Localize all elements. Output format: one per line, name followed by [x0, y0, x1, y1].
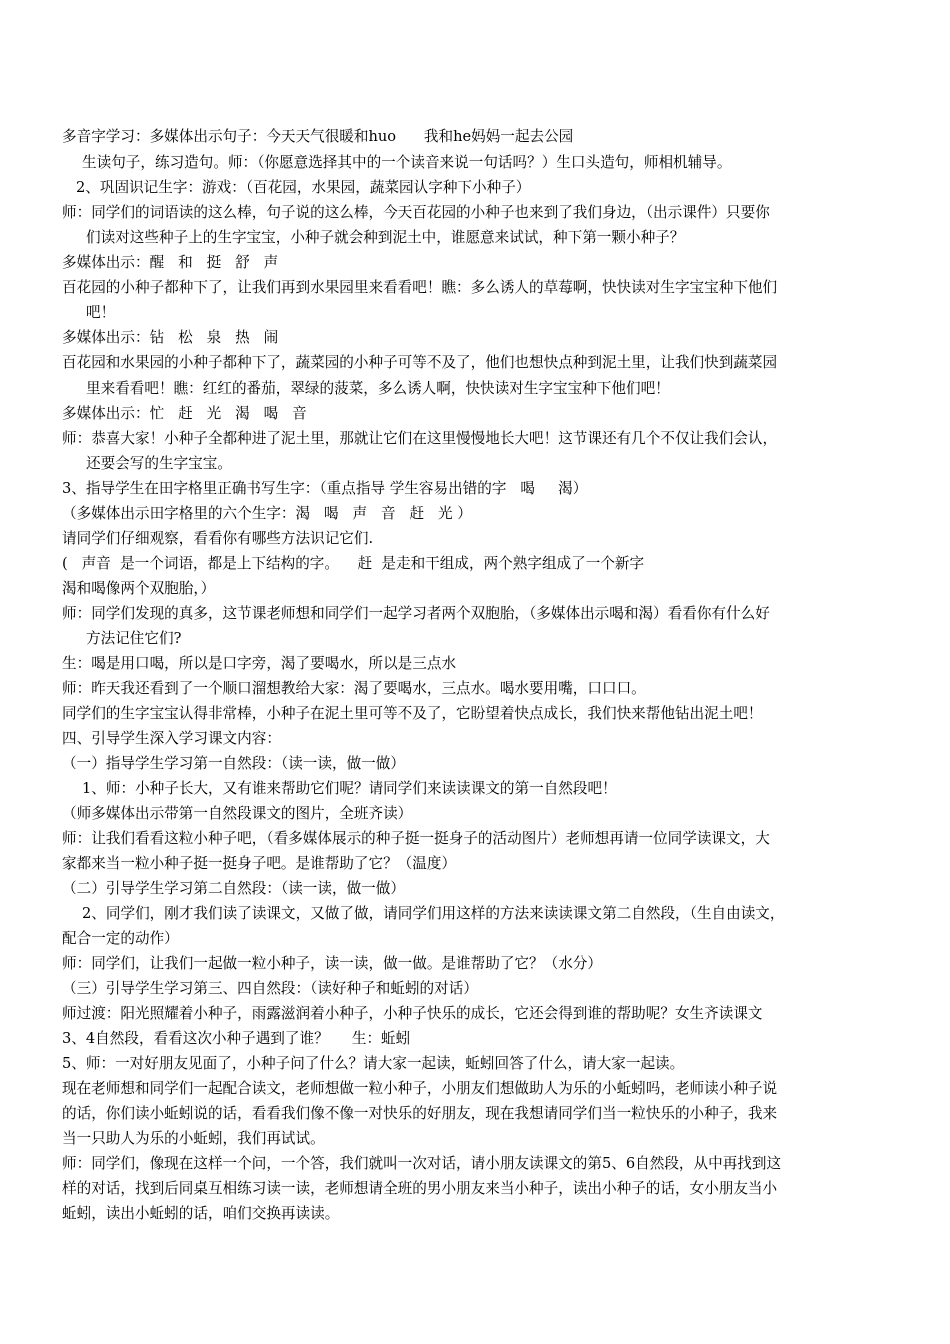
text-line: 师：同学们，像现在这样一个问，一个答，我们就叫一次对话，请小朋友读课文的第5、6自然段，从中再找到这 — [62, 1155, 782, 1172]
text-line: 配合一定的动作） — [62, 930, 179, 947]
text-line: 还要会写的生字宝宝。 — [86, 455, 232, 472]
text-line: 里来看看吧！瞧：红红的番茄，翠绿的菠菜，多么诱人啊，快快读对生字宝宝种下他们吧！ — [86, 380, 670, 397]
text-line: 生：喝是用口喝，所以是口字旁，渴了要喝水，所以是三点水 — [62, 655, 457, 672]
text-line: 的话，你们读小蚯蚓说的话，看看我们像不像一对快乐的好朋友，现在我想请同学们当一粒快乐的小种子，我来 — [62, 1105, 778, 1122]
text-line: 渴和喝像两个双胞胎，） — [62, 580, 216, 597]
text-line: （多媒体出示田字格里的六个生字：渴 喝 声 音 赶 光 ） — [62, 505, 472, 522]
text-line: （一）指导学生学习第一自然段：（读一读，做一做） — [62, 755, 405, 772]
text-line: 请同学们仔细观察，看看你有哪些方法识记它们. — [62, 530, 374, 547]
text-line: 多媒体出示：钻 松 泉 热 闹 — [62, 329, 279, 346]
text-line: 方法记住它们? — [86, 630, 182, 647]
text-line: （二）引导学生学习第二自然段：（读一读，做一做） — [62, 880, 405, 897]
text-line: ( 声音 是一个词语，都是上下结构的字。 赶 是走和干组成，两个熟字组成了一个新字 — [62, 555, 645, 572]
text-line: 师：昨天我还看到了一个顺口溜想教给大家：渴了要喝水，三点水。喝水要用嘴，口口口。 — [62, 680, 646, 697]
text-line: 1、师：小种子长大，又有谁来帮助它们呢？请同学们来读读课文的第一自然段吧！ — [82, 780, 617, 797]
text-line: 蚯蚓，读出小蚯蚓的话，咱们交换再读读。 — [62, 1205, 340, 1222]
text-line: 样的对话，找到后同桌互相练习读一读，老师想请全班的男小朋友来当小种子，读出小种子的话，女小朋友当小 — [62, 1180, 778, 1197]
text-line: 3、指导学生在田字格里正确书写生字：（重点指导 学生容易出错的字 喝 渴） — [62, 480, 588, 497]
text-line: 2、巩固识记生字：游戏：（百花园，水果园，蔬菜园认字种下小种子） — [76, 179, 531, 196]
text-line: 四、引导学生深入学习课文内容： — [62, 730, 281, 747]
text-line: 吧！ — [86, 304, 116, 321]
text-line: 5、师：一对好朋友见面了，小种子问了什么？请大家一起读，蚯蚓回答了什么，请大家一起读。 — [62, 1055, 685, 1072]
text-line: 同学们的生字宝宝认得非常棒，小种子在泥土里可等不及了，它盼望着快点成长，我们快来帮他钻出泥土吧！ — [62, 705, 763, 722]
text-line: 3、4自然段，看看这次小种子遇到了谁？ 生：蚯蚓 — [62, 1030, 411, 1047]
text-line: （师多媒体出示带第一自然段课文的图片，全班齐读） — [62, 805, 413, 822]
text-line: 多媒体出示：醒 和 挺 舒 声 — [62, 254, 279, 271]
text-line: 师：让我们看看这粒小种子吧，（看多媒体展示的种子挺一挺身子的活动图片）老师想再请一位同学读课文，大 — [62, 830, 770, 847]
text-line: 生读句子，练习造句。师：（你愿意选择其中的一个读音来说一句话吗？）生口头造句，师相机辅导。 — [82, 154, 732, 171]
text-line: 家都来当一粒小种子挺一挺身子吧。是谁帮助了它？（温度） — [62, 855, 457, 872]
text-line: 师：同学们的词语读的这么棒，句子说的这么棒，今天百花园的小种子也来到了我们身边，（出示课件）只要你 — [62, 204, 770, 221]
text-line: 当一只助人为乐的小蚯蚓，我们再试试。 — [62, 1130, 325, 1147]
text-line: 百花园的小种子都种下了，让我们再到水果园里来看看吧！瞧：多么诱人的草莓啊，快快读对生字宝宝种下他们 — [62, 279, 778, 296]
text-line: （三）引导学生学习第三、四自然段：（读好种子和蚯蚓的对话） — [62, 980, 478, 997]
text-line: 师：同学们，让我们一起做一粒小种子，读一读，做一做。是谁帮助了它？（水分） — [62, 955, 602, 972]
text-line: 多音字学习：多媒体出示句子：今天天气很暖和huo 我和he妈妈一起去公园 — [62, 128, 574, 145]
text-line: 师过渡：阳光照耀着小种子，雨露滋润着小种子，小种子快乐的成长，它还会得到谁的帮助呢？女生齐读课文 — [62, 1005, 763, 1022]
text-line: 现在老师想和同学们一起配合读文，老师想做一粒小种子，小朋友们想做助人为乐的小蚯蚓吗，老师读小种子说 — [62, 1080, 778, 1097]
text-line: 师：同学们发现的真多，这节课老师想和同学们一起学习者两个双胞胎，（多媒体出示喝和渴）看看你有什么好 — [62, 605, 770, 622]
text-line: 师：恭喜大家！小种子全都种进了泥土里，那就让它们在这里慢慢地长大吧！这节课还有几个不仅让我们会认， — [62, 430, 778, 447]
text-line: 百花园和水果园的小种子都种下了，蔬菜园的小种子可等不及了，他们也想快点种到泥土里，让我们快到蔬菜园 — [62, 354, 778, 371]
text-line: 2、同学们，刚才我们读了读课文，又做了做，请同学们用这样的方法来读读课文第二自然段，（生自由读文， — [82, 905, 785, 922]
text-line: 们读对这些种子上的生字宝宝，小种子就会种到泥土中，谁愿意来试试，种下第一颗小种子？ — [86, 229, 685, 246]
text-line: 多媒体出示：忙 赶 光 渴 喝 音 — [62, 405, 307, 422]
